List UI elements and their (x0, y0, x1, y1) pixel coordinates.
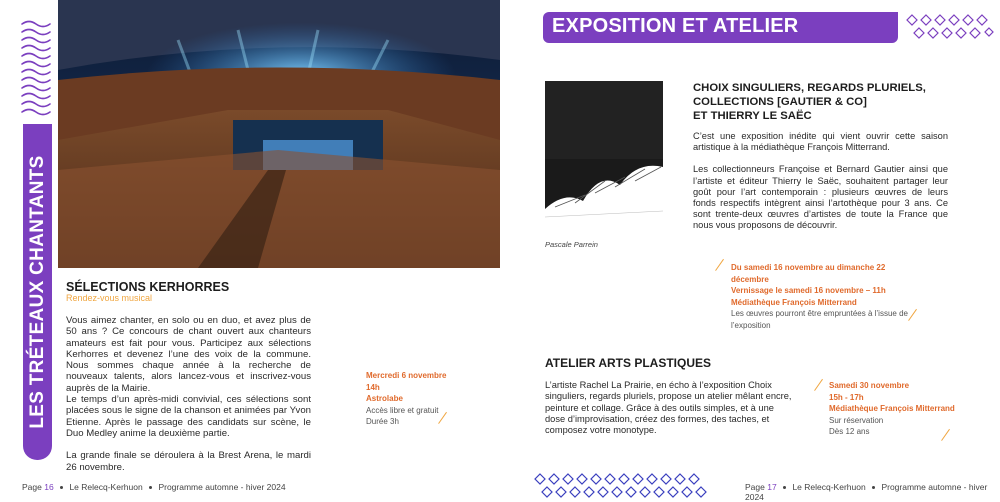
exhibition-note: Les œuvres pourront être empruntées à l’issue de l’exposition (731, 309, 908, 330)
footer-program: Programme automne - hiver 2024 (745, 482, 988, 502)
accent-line (715, 259, 724, 271)
exhibition-place: Médiathèque François Mitterrand (731, 297, 857, 307)
section-title: SÉLECTIONS KERHORRES (66, 280, 230, 294)
footer-page-number: 17 (767, 482, 777, 492)
wave-decoration (20, 18, 52, 122)
page-banner (543, 12, 898, 43)
event-date: Mercredi 6 novembre (366, 371, 447, 380)
diamond-pattern-decoration (906, 13, 994, 41)
diamond-pattern-decoration (534, 472, 714, 500)
footer-page-label: Page (745, 482, 765, 492)
footer-page-label: Page (22, 482, 42, 492)
body-paragraph: L’artiste Rachel La Prairie, en écho à l’exposition Choix singuliers, regards pluriels, propose un atelier mêlant encre, peinture et collage. Grâce à des outils simples, et à une dose d’improvisation, créez des formes, des taches, et composez votre monotype. (545, 380, 792, 436)
exhibition-title (693, 81, 926, 123)
footer-town: Le Relecq-Kerhuon (792, 482, 866, 492)
exhibition-dates: Du samedi 16 novembre au dimanche 22 décembre (731, 263, 886, 284)
footer-separator (60, 486, 63, 489)
footer-town: Le Relecq-Kerhuon (69, 482, 143, 492)
body-paragraph: C’est une exposition inédite qui vient ouvrir cette saison artistique à la médiathèque François Mitterrand. (693, 131, 948, 153)
concert-hall-photo (58, 0, 500, 268)
body-paragraph: Vous aimez chanter, en solo ou en duo, et avez plus de 50 ans ? Ce concours de chant ouvert aux chanteurs amateurs est fait pour vous. Participez aux sélections Kerhorres et devenez l’une des voix de la commune. Nous sommes chaque année à la recherche de nouveaux talents, alors lancez-vous et inscrivez-vous auprès de la Mairie. (66, 315, 311, 394)
exhibition-title-line: COLLECTIONS [GAUTIER & CO] (693, 96, 867, 108)
section-subtitle: Rendez-vous musical (66, 293, 153, 303)
exhibition-body (693, 131, 948, 232)
exhibition-vernissage: Vernissage le samedi 16 novembre – 11h (731, 286, 886, 295)
workshop-place: Médiathèque François Mitterrand (829, 404, 955, 413)
footer-page-number: 16 (44, 482, 54, 492)
event-place: Astrolabe (366, 394, 403, 403)
workshop-date: Samedi 30 novembre (829, 381, 910, 390)
workshop-time: 15h - 17h (829, 392, 864, 402)
event-time: 14h (366, 382, 380, 392)
workshop-body (545, 380, 795, 436)
footer-program: Programme automne - hiver 2024 (158, 482, 286, 492)
section-tab (23, 124, 52, 460)
body-paragraph: Le temps d’un après-midi convivial, ces sélections sont placées sous le signe de la chanson et animées par Yvon Etienne. Après le passage des candidats sur scène, le Duo Medley anime la deuxième partie. (66, 394, 311, 439)
workshop-title: ATELIER ARTS PLASTIQUES (545, 356, 712, 370)
exhibition-title-line: ET THIERRY LE SAËC (693, 110, 812, 122)
artwork-image (545, 81, 663, 233)
body-paragraph: Les collectionneurs Françoise et Bernard Gautier ainsi que l’artiste et éditeur Thierry le Saëc, souhaitent partager leur goût pour l’art contemporain : plusieurs œuvres de leurs fonds respectifs intègrent ainsi l’artothèque pour 3 ans. Ce sont trente-deux œuvres d’artistes de toute la France que nous vous proposons de découvrir. (693, 164, 948, 231)
exhibition-info (731, 262, 921, 331)
banner-title: EXPOSITION ET ATELIER (552, 15, 799, 37)
section-tab-label: LES TRÉTEAUX CHANTANTS (26, 155, 48, 429)
section-body (66, 315, 311, 473)
event-info (366, 370, 446, 428)
accent-line (814, 379, 823, 391)
body-paragraph: La grande finale se déroulera à la Brest Arena, le mardi 26 novembre. (66, 450, 311, 473)
page-footer (22, 482, 286, 492)
image-caption: Pascale Parrein (545, 240, 598, 249)
footer-separator (872, 486, 875, 489)
footer-separator (783, 486, 786, 489)
workshop-booking: Sur réservation (829, 415, 884, 425)
event-duration: Durée 3h (366, 417, 399, 426)
workshop-age: Dès 12 ans (829, 427, 870, 436)
exhibition-title-line: CHOIX SINGULIERS, REGARDS PLURIELS, (693, 82, 926, 94)
footer-separator (149, 486, 152, 489)
workshop-info (829, 380, 955, 438)
event-access: Accès libre et gratuit (366, 405, 439, 415)
page-footer (745, 482, 1000, 502)
